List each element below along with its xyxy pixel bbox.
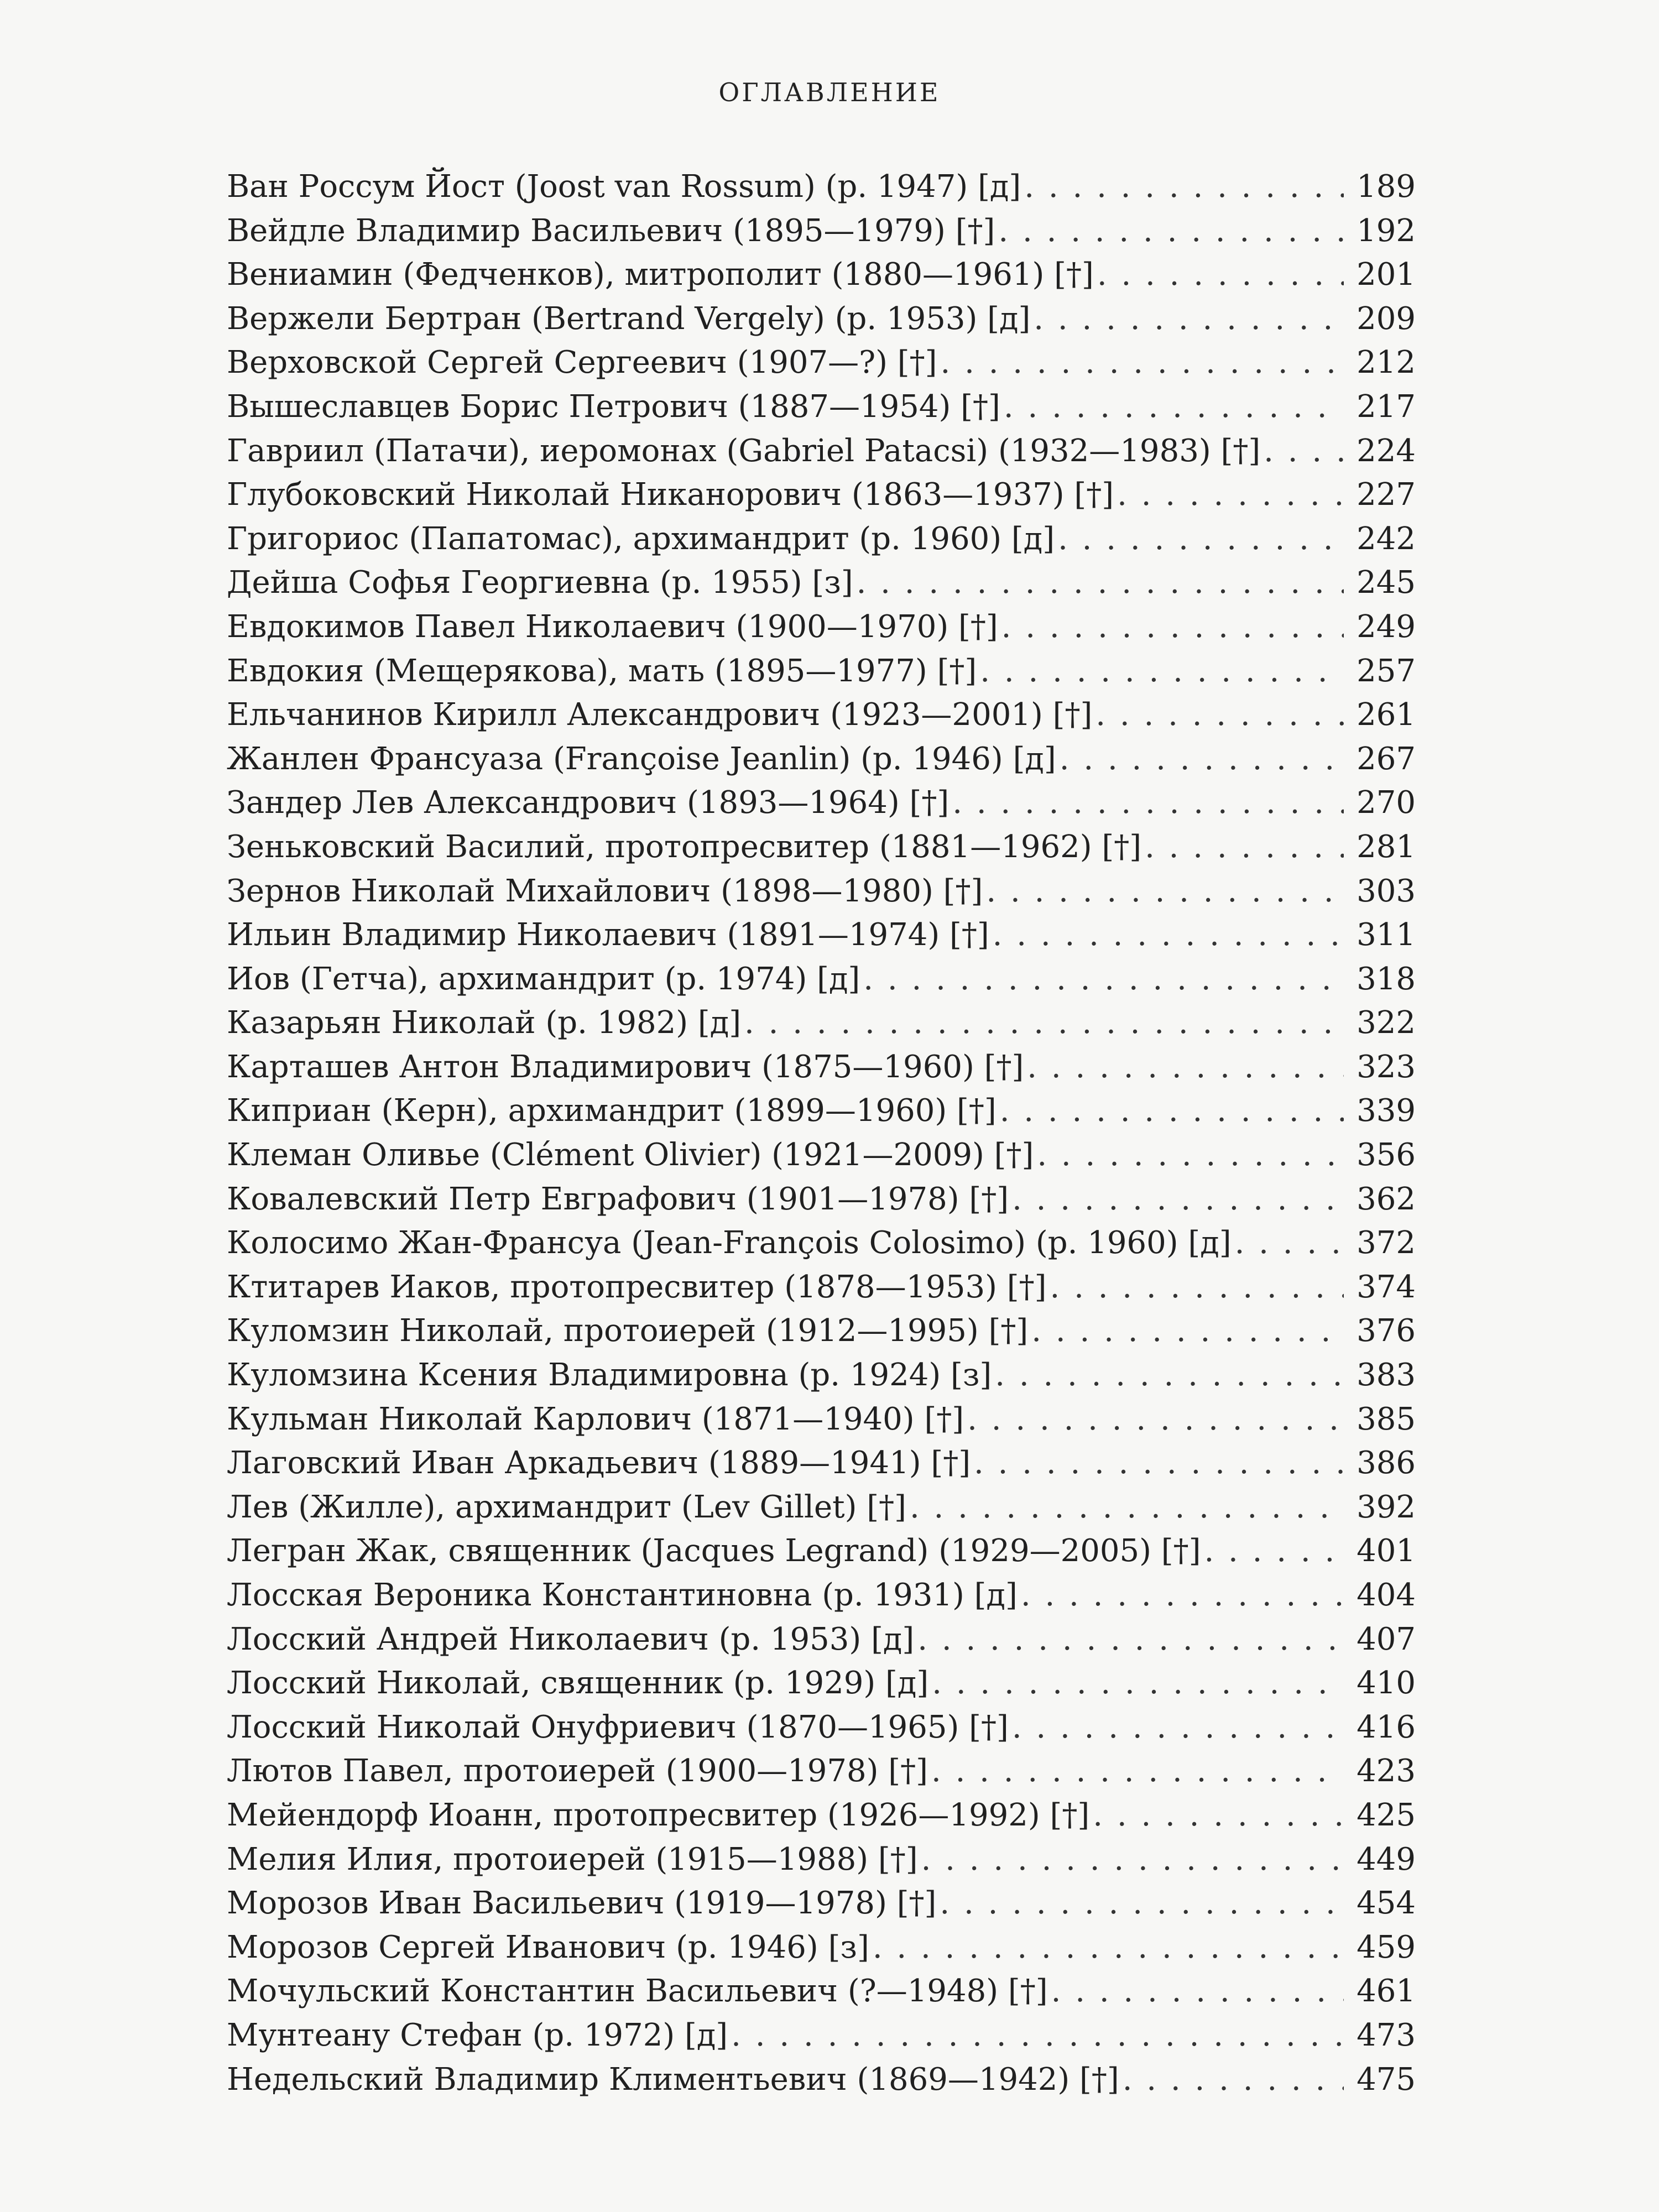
toc-entry-title: Киприан (Керн), архимандрит (1899—1960) [†] xyxy=(227,1093,997,1129)
toc-entry xyxy=(227,209,1416,253)
toc-entry-page-number: 425 xyxy=(1357,1797,1416,1833)
toc-entry xyxy=(227,1045,1416,1089)
toc-entry-page-number: 473 xyxy=(1357,2017,1416,2053)
toc-entry-title: Легран Жак, священник (Jacques Legrand) (1929—2005) [†] xyxy=(227,1533,1201,1569)
toc-entry-title: Лосский Андрей Николаевич (р. 1953) [д] xyxy=(227,1621,915,1657)
dot-leader xyxy=(910,1485,1344,1530)
toc-entry-page-number: 392 xyxy=(1357,1489,1416,1525)
toc-entry-page-number: 189 xyxy=(1357,169,1416,205)
toc-entry-title: Морозов Иван Васильевич (1919—1978) [†] xyxy=(227,1885,937,1922)
toc-entry-title: Ван Россум Йост (Joost van Rossum) (р. 1947) [д] xyxy=(227,169,1021,205)
toc-entry-page-number: 257 xyxy=(1357,653,1416,689)
toc-entry-title: Лосская Вероника Константиновна (р. 1931) [д] xyxy=(227,1577,1018,1613)
toc-entry-title: Зандер Лев Александрович (1893—1964) [†] xyxy=(227,785,950,821)
dot-leader xyxy=(1000,1089,1344,1133)
toc-entry-title: Мейендорф Иоанн, протопресвитер (1926—1992) [†] xyxy=(227,1797,1090,1833)
toc-entry-title: Дейша Софья Георгиевна (р. 1955) [з] xyxy=(227,565,853,601)
page-header: ОГЛАВЛЕНИЕ xyxy=(718,77,941,107)
toc-entry-page-number: 217 xyxy=(1357,388,1416,425)
toc-entry-title: Мунтеану Стефан (р. 1972) [д] xyxy=(227,2017,728,2053)
toc-entry-page-number: 311 xyxy=(1357,917,1416,953)
toc-entry-page-number: 270 xyxy=(1357,785,1416,821)
toc-entry-page-number: 209 xyxy=(1357,300,1416,337)
toc-entry xyxy=(227,1221,1416,1265)
toc-entry-page-number: 303 xyxy=(1357,873,1416,909)
toc-entry-page-number: 383 xyxy=(1357,1357,1416,1394)
toc-entry-title: Вениамин (Федченков), митрополит (1880—1961) [†] xyxy=(227,257,1094,293)
dot-leader xyxy=(1050,1265,1344,1310)
dot-leader xyxy=(857,561,1344,605)
toc-entry xyxy=(227,1001,1416,1045)
toc-entry-page-number: 322 xyxy=(1357,1005,1416,1041)
toc-entry-title: Куломзина Ксения Владимировна (р. 1924) [з] xyxy=(227,1357,992,1394)
toc-entry xyxy=(227,2013,1416,2058)
toc-entry-page-number: 423 xyxy=(1357,1753,1416,1790)
toc-entry-page-number: 267 xyxy=(1357,740,1416,777)
toc-entry-title: Гавриил (Патачи), иеромонах (Gabriel Patacsi) (1932—1983) [†] xyxy=(227,432,1261,469)
toc-entry-title: Лосский Николай Онуфриевич (1870—1965) [†] xyxy=(227,1709,1009,1745)
toc-entry xyxy=(227,1441,1416,1485)
toc-entry-title: Григориос (Папатомас), архимандрит (р. 1960) [д] xyxy=(227,520,1055,557)
toc-entry xyxy=(227,1089,1416,1133)
toc-entry-title: Верховской Сергей Сергеевич (1907—?) [†] xyxy=(227,345,937,381)
toc-entry-title: Зернов Николай Михайлович (1898—1980) [†] xyxy=(227,873,983,909)
toc-entry-title: Вержели Бертран (Bertrand Vergely) (р. 1953) [д] xyxy=(227,300,1031,337)
dot-leader xyxy=(967,1397,1344,1442)
toc-entry-page-number: 407 xyxy=(1357,1621,1416,1657)
toc-entry xyxy=(227,1529,1416,1573)
dot-leader xyxy=(1027,1045,1344,1089)
toc-entry xyxy=(227,869,1416,914)
toc-entry-title: Ковалевский Петр Евграфович (1901—1978) [†] xyxy=(227,1181,1009,1217)
toc-entry xyxy=(227,1881,1416,1926)
toc-entry-page-number: 401 xyxy=(1357,1533,1416,1569)
dot-leader xyxy=(863,957,1344,1001)
dot-leader xyxy=(1031,1309,1344,1353)
dot-leader xyxy=(1034,297,1344,341)
toc-entry-title: Зеньковский Василий, протопресвитер (1881—1962) [†] xyxy=(227,828,1142,865)
dot-leader xyxy=(980,649,1344,693)
toc-entry xyxy=(227,297,1416,341)
toc-entry-title: Лев (Жилле), архимандрит (Lev Gillet) [†] xyxy=(227,1489,906,1525)
toc-entry xyxy=(227,1926,1416,1970)
toc-entry xyxy=(227,957,1416,1001)
dot-leader xyxy=(1021,1573,1344,1618)
toc-entry xyxy=(227,1838,1416,1882)
toc-entry xyxy=(227,1661,1416,1705)
toc-entry-page-number: 356 xyxy=(1357,1137,1416,1173)
toc-entry-title: Клеман Оливье (Clément Olivier) (1921—2009) [†] xyxy=(227,1137,1034,1173)
toc-entry xyxy=(227,1485,1416,1530)
dot-leader xyxy=(1012,1705,1344,1750)
toc-entry-title: Жанлен Франсуаза (Françoise Jeanlin) (р. 1946) [д] xyxy=(227,740,1056,777)
toc-entry-page-number: 372 xyxy=(1357,1225,1416,1261)
dot-leader xyxy=(1058,517,1344,561)
toc-entry-page-number: 376 xyxy=(1357,1313,1416,1349)
toc-entry xyxy=(227,165,1416,209)
dot-leader xyxy=(1051,1969,1344,2013)
toc-entry-page-number: 461 xyxy=(1357,1973,1416,2010)
toc-entry-title: Морозов Сергей Иванович (р. 1946) [з] xyxy=(227,1929,869,1965)
dot-leader xyxy=(1095,693,1344,737)
toc-entry-title: Мелия Илия, протоиерей (1915—1988) [†] xyxy=(227,1841,918,1877)
dot-leader xyxy=(1204,1529,1344,1573)
dot-leader xyxy=(1264,429,1344,473)
dot-leader xyxy=(1093,1793,1344,1838)
dot-leader xyxy=(1145,825,1344,869)
dot-leader xyxy=(1123,2058,1344,2102)
toc-entry xyxy=(227,1793,1416,1838)
toc-entry-page-number: 410 xyxy=(1357,1665,1416,1702)
toc-entry-page-number: 192 xyxy=(1357,212,1416,249)
dot-leader xyxy=(986,869,1344,914)
table-of-contents xyxy=(227,165,1416,2101)
toc-entry xyxy=(227,1177,1416,1222)
toc-entry-page-number: 416 xyxy=(1357,1709,1416,1745)
dot-leader xyxy=(873,1926,1344,1970)
toc-entry-page-number: 459 xyxy=(1357,1929,1416,1965)
toc-entry xyxy=(227,825,1416,869)
toc-entry-page-number: 385 xyxy=(1357,1401,1416,1437)
toc-entry-title: Лютов Павел, протоиерей (1900—1978) [†] xyxy=(227,1753,928,1790)
toc-entry-title: Вышеславцев Борис Петрович (1887—1954) [†] xyxy=(227,388,1000,425)
dot-leader xyxy=(1097,253,1344,297)
toc-entry-title: Иов (Гетча), архимандрит (р. 1974) [д] xyxy=(227,961,860,997)
toc-entry-page-number: 374 xyxy=(1357,1269,1416,1305)
toc-entry xyxy=(227,385,1416,429)
toc-entry-page-number: 318 xyxy=(1357,961,1416,997)
toc-entry xyxy=(227,341,1416,385)
dot-leader xyxy=(1235,1221,1344,1265)
toc-entry xyxy=(227,649,1416,693)
toc-entry-title: Кульман Николай Карлович (1871—1940) [†] xyxy=(227,1401,964,1437)
dot-leader xyxy=(1012,1177,1344,1222)
toc-entry xyxy=(227,1573,1416,1618)
dot-leader xyxy=(940,341,1344,385)
dot-leader xyxy=(993,913,1344,957)
toc-entry xyxy=(227,1705,1416,1750)
toc-entry-page-number: 242 xyxy=(1357,520,1416,557)
toc-entry xyxy=(227,1969,1416,2013)
dot-leader xyxy=(921,1838,1344,1882)
toc-entry-title: Евдокимов Павел Николаевич (1900—1970) [†] xyxy=(227,608,998,645)
dot-leader xyxy=(744,1001,1344,1045)
toc-entry-title: Ильин Владимир Николаевич (1891—1974) [†] xyxy=(227,917,989,953)
dot-leader xyxy=(940,1881,1344,1926)
toc-entry xyxy=(227,429,1416,473)
toc-entry-page-number: 404 xyxy=(1357,1577,1416,1613)
toc-entry-page-number: 386 xyxy=(1357,1445,1416,1481)
toc-entry xyxy=(227,1265,1416,1310)
dot-leader xyxy=(998,209,1344,253)
toc-entry-title: Глубоковский Николай Никанорович (1863—1937) [†] xyxy=(227,477,1114,513)
toc-entry-title: Карташев Антон Владимирович (1875—1960) [†] xyxy=(227,1048,1024,1085)
toc-entry xyxy=(227,1397,1416,1442)
toc-entry xyxy=(227,1618,1416,1662)
dot-leader xyxy=(731,2013,1344,2058)
toc-entry xyxy=(227,693,1416,737)
toc-entry xyxy=(227,913,1416,957)
dot-leader xyxy=(1117,473,1344,517)
dot-leader xyxy=(1004,385,1344,429)
dot-leader xyxy=(1060,737,1344,781)
dot-leader xyxy=(952,781,1344,825)
toc-entry-page-number: 201 xyxy=(1357,257,1416,293)
dot-leader xyxy=(974,1441,1344,1485)
toc-entry-page-number: 362 xyxy=(1357,1181,1416,1217)
toc-entry xyxy=(227,1133,1416,1177)
toc-entry xyxy=(227,737,1416,781)
toc-entry-page-number: 224 xyxy=(1357,432,1416,469)
dot-leader xyxy=(1024,165,1344,209)
toc-entry xyxy=(227,253,1416,297)
toc-entry-title: Недельский Владимир Климентьевич (1869—1942) [†] xyxy=(227,2061,1119,2098)
toc-entry xyxy=(227,1309,1416,1353)
toc-entry-page-number: 261 xyxy=(1357,697,1416,733)
toc-entry-title: Евдокия (Мещерякова), мать (1895—1977) [†] xyxy=(227,653,977,689)
toc-entry xyxy=(227,781,1416,825)
dot-leader xyxy=(1001,605,1344,649)
toc-entry-page-number: 227 xyxy=(1357,477,1416,513)
toc-entry-page-number: 339 xyxy=(1357,1093,1416,1129)
toc-entry xyxy=(227,561,1416,605)
toc-entry-title: Лосский Николай, священник (р. 1929) [д] xyxy=(227,1665,929,1702)
toc-entry-page-number: 249 xyxy=(1357,608,1416,645)
toc-entry-page-number: 454 xyxy=(1357,1885,1416,1922)
toc-entry-page-number: 449 xyxy=(1357,1841,1416,1877)
dot-leader xyxy=(932,1661,1344,1705)
toc-entry xyxy=(227,605,1416,649)
toc-entry-title: Лаговский Иван Аркадьевич (1889—1941) [†] xyxy=(227,1445,971,1481)
toc-entry-title: Колосимо Жан-Франсуа (Jean-François Colosimo) (р. 1960) [д] xyxy=(227,1225,1232,1261)
dot-leader xyxy=(917,1618,1344,1662)
toc-entry-page-number: 245 xyxy=(1357,565,1416,601)
toc-entry xyxy=(227,2058,1416,2102)
toc-entry-page-number: 281 xyxy=(1357,828,1416,865)
toc-entry xyxy=(227,517,1416,561)
toc-entry-title: Казарьян Николай (р. 1982) [д] xyxy=(227,1005,742,1041)
dot-leader xyxy=(931,1749,1344,1793)
toc-entry-page-number: 475 xyxy=(1357,2061,1416,2098)
toc-entry-title: Куломзин Николай, протоиерей (1912—1995) [†] xyxy=(227,1313,1029,1349)
toc-entry-title: Ктитарев Иаков, протопресвитер (1878—1953) [†] xyxy=(227,1269,1047,1305)
toc-entry-page-number: 323 xyxy=(1357,1048,1416,1085)
toc-entry xyxy=(227,1749,1416,1793)
toc-entry xyxy=(227,473,1416,517)
dot-leader xyxy=(995,1353,1344,1397)
toc-entry-title: Ельчанинов Кирилл Александрович (1923—2001) [†] xyxy=(227,697,1093,733)
dot-leader xyxy=(1037,1133,1344,1177)
toc-entry-title: Мочульский Константин Васильевич (?—1948) [†] xyxy=(227,1973,1048,2010)
toc-entry-title: Вейдле Владимир Васильевич (1895—1979) [†] xyxy=(227,212,995,249)
toc-entry xyxy=(227,1353,1416,1397)
toc-entry-page-number: 212 xyxy=(1357,345,1416,381)
